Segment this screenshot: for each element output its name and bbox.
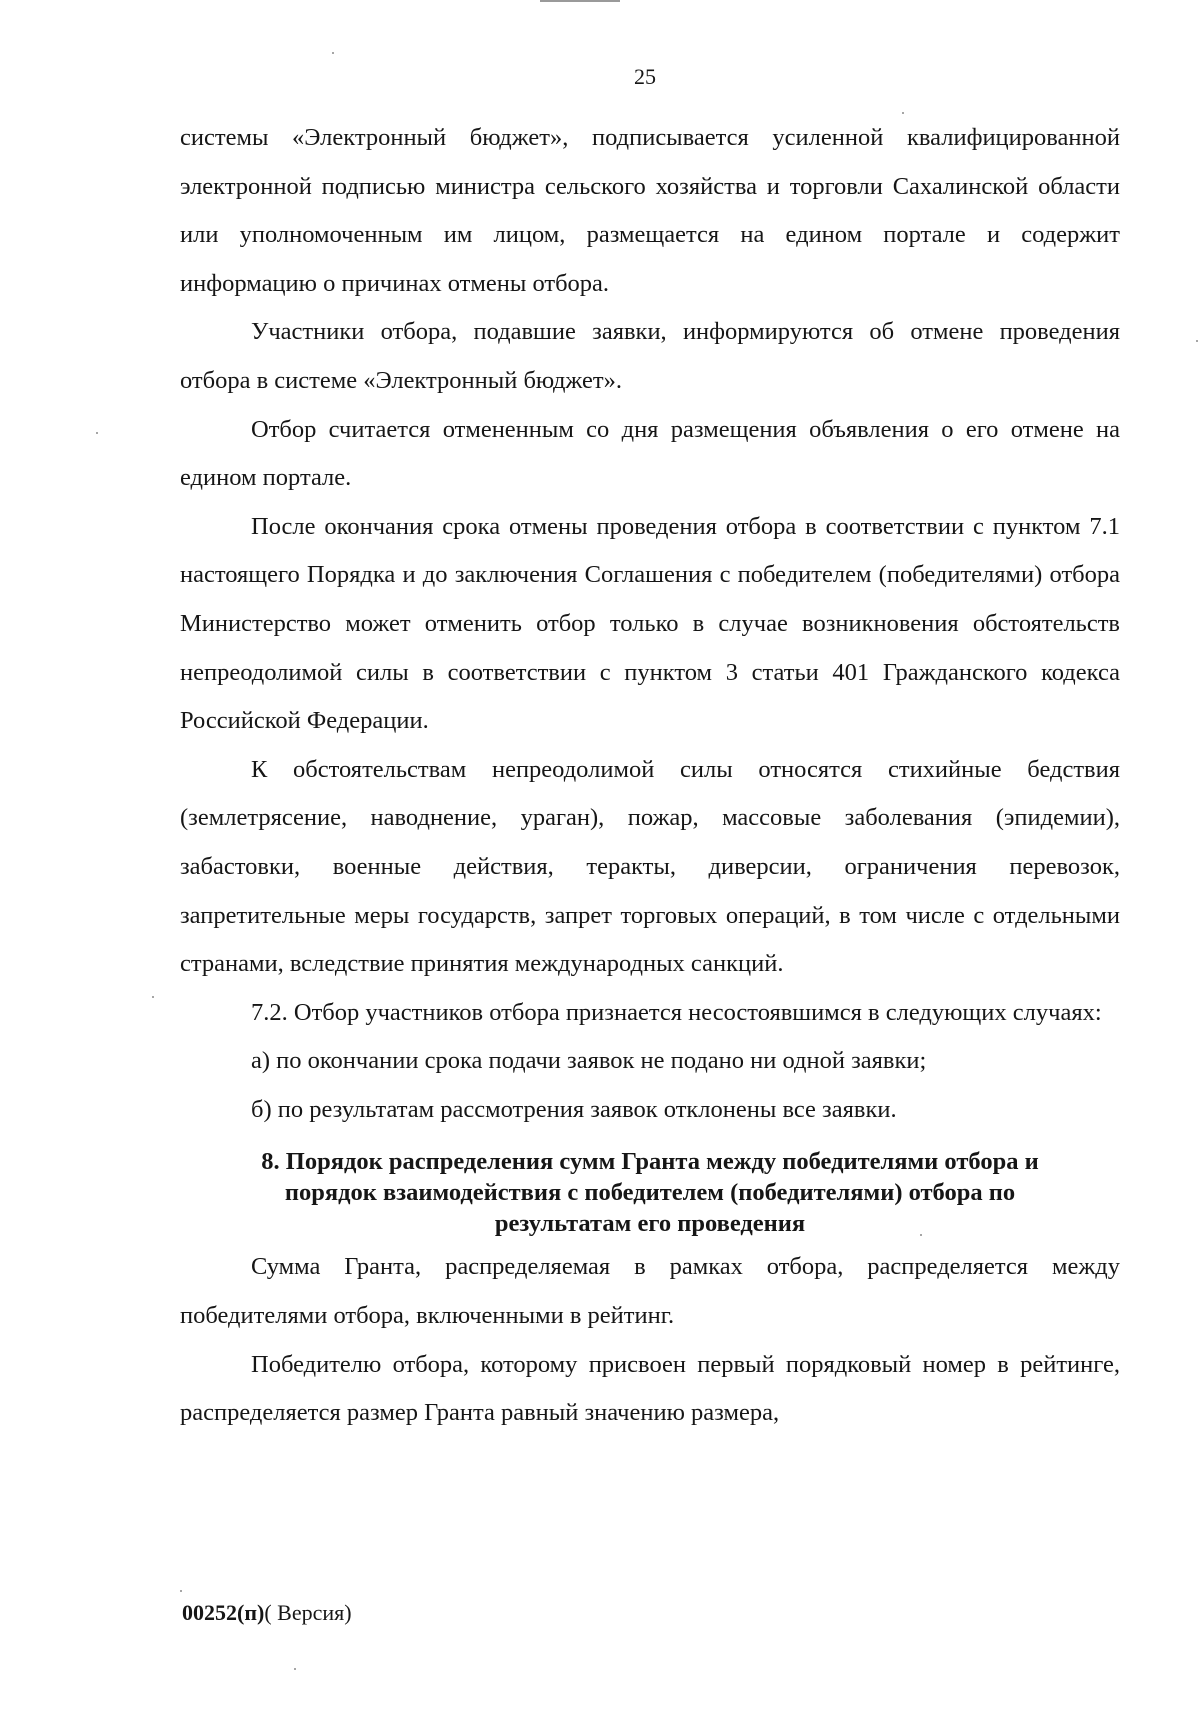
scan-speck [332,52,334,54]
document-body [180,114,1120,1438]
paragraph-first-winner: Победителю отбора, которому присвоен первый порядковый номер в рейтинге, распределяется размер Гранта равный значению размера, [180,1350,1120,1427]
list-item-a: а) по окончании срока подачи заявок не подано ни одной заявки; [251,1047,927,1075]
paragraph-7-2: 7.2. Отбор участников отбора признается несостоявшимся в следующих случаях: [251,998,1102,1026]
scan-speck [902,112,904,114]
paragraph-cancellation-effective: Отбор считается отмененным со дня размещения объявления о его отмене на едином портале. [180,415,1120,492]
paragraph-force-majeure-cancellation: После окончания срока отмены проведения отбора в соответствии с пунктом 7.1 настоящего Порядка и до заключения Соглашения с победителем (победителями) отбора Министерство может отменить отбор только в случае возникновения обстоятельств непреодолимой силы в соответствии с пунктом 3 статьи 401 Гражданского кодекса Российской Федерации. [180,512,1120,735]
paragraph-participants-informed: Участники отбора, подавшие заявки, информируются об отмене проведения отбора в системе «Электронный бюджет». [180,318,1120,394]
scan-speck [1196,340,1198,342]
scan-speck [294,1668,296,1670]
doc-code: 00252(п) [182,1600,265,1625]
scan-speck [920,1234,922,1236]
paragraph-system-signature: системы «Электронный бюджет», подписывается усиленной квалифицированной электронной подписью министра сельского хозяйства и торговли Сахалинской области или уполномоченным им лицом, размещается на едином портале и содержит информацию о причинах отмены отбора. [180,124,1120,297]
scan-speck [180,1590,182,1592]
version-label: ( Версия) [264,1600,352,1625]
list-item-b: б) по результатам рассмотрения заявок отклонены все заявки. [251,1095,897,1123]
section-8-heading: 8. Порядок распределения сумм Гранта между победителями отбора и порядок взаимодействия с победителем (победителями) отбора по результатам его проведения [261,1148,1039,1238]
footer-document-code [182,1600,352,1626]
scan-speck [152,996,154,998]
page-number: 25 [634,64,656,89]
paragraph-force-majeure-definition: К обстоятельствам непреодолимой силы относятся стихийные бедствия (землетрясение, наводнение, ураган), пожар, массовые заболевания (эпидемии), забастовки, военные действия, теракты, диверсии, ограничения перевозок, запретительные меры государств, запрет торговых операций, в том числе с отдельными странами, вследствие принятия международных санкций. [180,755,1120,978]
scan-top-mark [540,0,620,2]
scan-speck [96,432,98,434]
paragraph-grant-distribution: Сумма Гранта, распределяемая в рамках отбора, распределяется между победителями отбора, включенными в рейтинг. [180,1253,1120,1330]
